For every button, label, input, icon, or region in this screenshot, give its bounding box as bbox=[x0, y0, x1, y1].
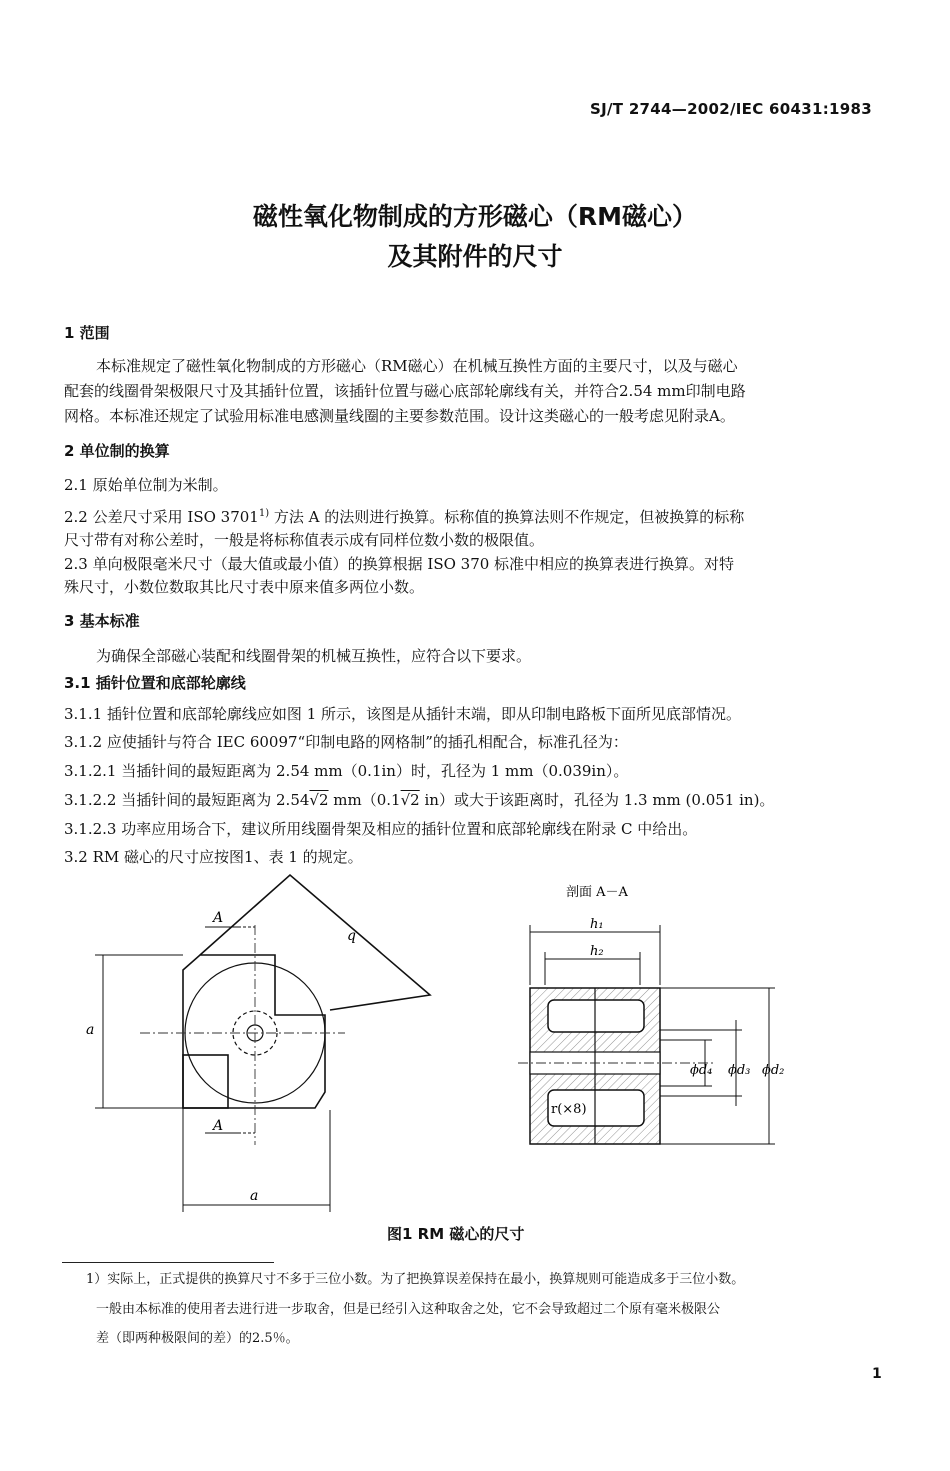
dim-a-vertical bbox=[95, 955, 183, 1108]
clause-3-1-2-2-text: 3.1.2.2 当插针间的最短距离为 2.54 bbox=[64, 791, 310, 809]
label-radius: r(×8) bbox=[551, 1102, 587, 1117]
section-1-heading: 1 范围 bbox=[64, 324, 110, 342]
section-1-para-line: 配套的线圈骨架极限尺寸及其插针位置，该插针位置与磁心底部轮廓线有关，并符合2.54 mm印制电路 bbox=[64, 382, 746, 400]
section-2-heading: 2 单位制的换算 bbox=[64, 442, 170, 460]
core-section-view bbox=[518, 988, 715, 1144]
rm-core-figure bbox=[0, 860, 950, 1220]
clause-2-2 bbox=[64, 506, 744, 527]
clause-3-1-2-1: 3.1.2.1 当插针间的最短距离为 2.54 mm（0.1in）时，孔径为 1 mm（0.039in）。 bbox=[64, 762, 629, 780]
sqrt-symbol: √2 bbox=[309, 791, 329, 809]
label-section-A-bottom: A bbox=[213, 1118, 224, 1134]
core-centre-lines bbox=[140, 925, 345, 1145]
section-3-heading: 3 基本标准 bbox=[64, 612, 140, 630]
clause-3-1-2-2 bbox=[64, 789, 774, 810]
clause-3-2: 3.2 RM 磁心的尺寸应按图1、表 1 的规定。 bbox=[64, 848, 363, 866]
clause-3-1-heading: 3.1 插针位置和底部轮廓线 bbox=[64, 674, 246, 692]
label-d2: ϕd₂ bbox=[762, 1063, 785, 1078]
label-h2: h₂ bbox=[590, 944, 604, 959]
section-aa-title: 剖面 A－A bbox=[566, 885, 628, 900]
clause-3-1-2: 3.1.2 应使插针与符合 IEC 60097“印制电路的网格制”的插孔相配合，标准孔径为： bbox=[64, 733, 628, 751]
clause-2-1: 2.1 原始单位制为米制。 bbox=[64, 476, 228, 494]
footnote-line: 一般由本标准的使用者去进行进一步取舍，但是已经引入这种取舍之处，它不会导致超过二个原有毫米极限公 bbox=[96, 1302, 721, 1317]
clause-3-1-2-2-text-end: in）或大于该距离时，孔径为 1.3 mm (0.051 in)。 bbox=[419, 791, 775, 809]
clause-2-2-cont: 尺寸带有对称公差时，一般是将标称值表示成有同样位数小数的极限值。 bbox=[64, 531, 545, 549]
core-body-outline bbox=[183, 955, 325, 1108]
clause-2-2-text: 2.2 公差尺寸采用 ISO 3701 bbox=[64, 508, 259, 526]
label-a-vertical: a bbox=[86, 1022, 95, 1038]
standard-code: SJ/T 2744—2002/IEC 60431:1983 bbox=[590, 100, 872, 118]
winding-window-top bbox=[548, 1000, 644, 1032]
clause-3-1-2-2-text-cont: mm（0.1 bbox=[328, 791, 401, 809]
footnote-line: 1）实际上，正式提供的换算尺寸不多于三位小数。为了把换算误差保持在最小，换算规则可能造成多于三位小数。 bbox=[86, 1272, 745, 1287]
label-d3: ϕd₃ bbox=[728, 1063, 751, 1078]
label-q: q bbox=[347, 928, 356, 944]
section-1-para-line: 网格。本标准还规定了试验用标准电感测量线圈的主要参数范围。设计这类磁心的一般考虑见附录A。 bbox=[64, 407, 735, 425]
dim-d-lines bbox=[660, 988, 775, 1144]
clause-2-3: 2.3 单向极限毫米尺寸（最大值或最小值）的换算根据 ISO 370 标准中相应的换算表进行换算。对特 bbox=[64, 555, 735, 573]
footnote-line: 差（即两种极限间的差）的2.5％。 bbox=[96, 1331, 299, 1346]
label-a-horizontal: a bbox=[250, 1188, 259, 1204]
section-1-para-line: 本标准规定了磁性氧化物制成的方形磁心（RM磁心）在机械互换性方面的主要尺寸，以及与磁心 bbox=[96, 357, 738, 375]
core-cutout bbox=[183, 1055, 228, 1108]
footnote-rule bbox=[62, 1262, 274, 1263]
label-h1: h₁ bbox=[590, 917, 604, 932]
label-section-A-top: A bbox=[213, 910, 224, 926]
section-3-intro: 为确保全部磁心装配和线圈骨架的机械互换性，应符合以下要求。 bbox=[96, 647, 532, 665]
page-title: 磁性氧化物制成的方形磁心（RM磁心） bbox=[252, 202, 698, 231]
figure-caption: 图1 RM 磁心的尺寸 bbox=[387, 1225, 525, 1243]
footnote-ref: 1) bbox=[258, 508, 270, 519]
label-d4: ϕd₄ bbox=[690, 1063, 713, 1078]
clause-2-2-text-cont: 方法 A 的法则进行换算。标称值的换算法则不作规定，但被换算的标称 bbox=[269, 508, 745, 526]
clause-3-1-2-3: 3.1.2.3 功率应用场合下，建议所用线圈骨架及相应的插针位置和底部轮廓线在附录 C 中给出。 bbox=[64, 820, 698, 838]
sqrt-symbol: √2 bbox=[400, 791, 420, 809]
core-outline-diagonal bbox=[200, 875, 430, 1010]
page-subtitle: 及其附件的尺寸 bbox=[387, 242, 563, 271]
clause-2-3-cont: 殊尺寸，小数位数取其比尺寸表中原来值多两位小数。 bbox=[64, 578, 425, 596]
page-number: 1 bbox=[872, 1366, 882, 1382]
clause-3-1-1: 3.1.1 插针位置和底部轮廓线应如图 1 所示，该图是从插针末端，即从印制电路板下面所见底部情况。 bbox=[64, 705, 742, 723]
